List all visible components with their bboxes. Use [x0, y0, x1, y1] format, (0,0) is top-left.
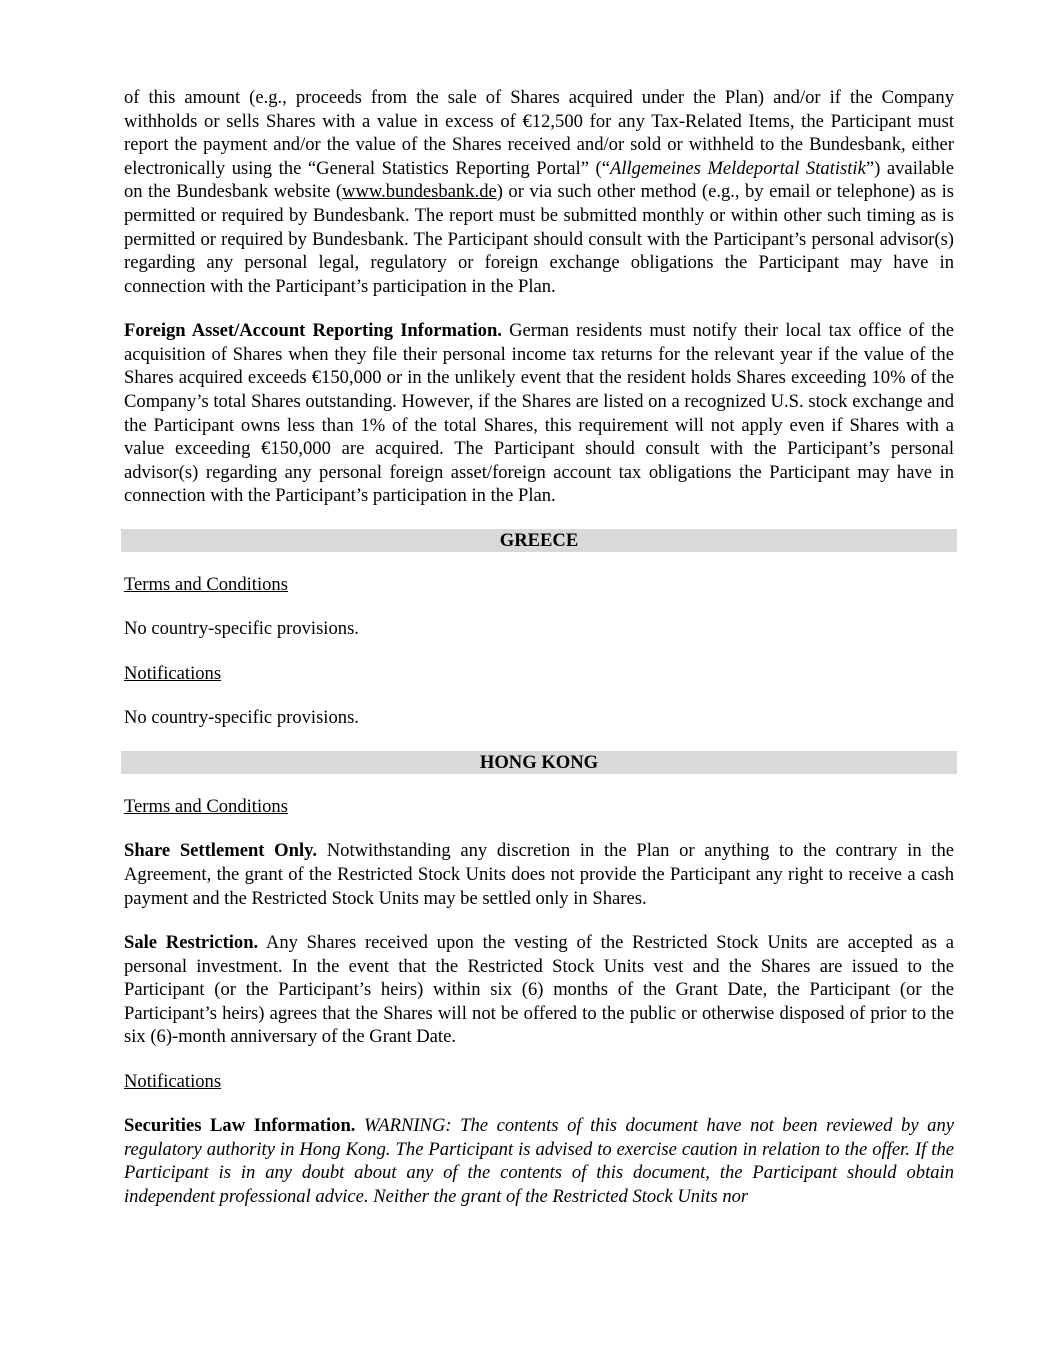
- greece-terms-heading: [124, 573, 954, 597]
- germany-foreign-asset-heading: Foreign Asset/Account Reporting Information.: [124, 320, 502, 342]
- bundesbank-link[interactable]: www.bundesbank.de: [342, 181, 497, 203]
- germany-p1-text-3: ) or via such other method (e.g., by email or telephone) as is permitted or required by Bundesbank. The report must be submitted monthly or within other such timing as is permitted or required by Bundesbank. The Participant should consult with the Participant’s personal advisor(s) regarding any personal legal, regulatory or foreign exchange obligations the Participant may have in connection with the Participant’s participation in the Plan.: [124, 181, 954, 297]
- share-settlement-paragraph: [124, 839, 954, 910]
- hong-kong-terms-heading: [124, 795, 954, 819]
- germany-p1-text-1: of this amount (e.g., proceeds from the sale of Shares acquired under the Plan) and/or if the Company withholds or sells Shares with a value in excess of €12,500 for any Tax-Related Items, the Participant must report the payment and/or the value of the Shares received and/or sold or withheld to the Bundesbank, either electronically using the “General Statistics Reporting Portal” (“: [124, 87, 954, 179]
- germany-foreign-asset-text: German residents must notify their local tax office of the acquisition of Shares when they file their personal income tax returns for the relevant year if the value of the Shares acquired exceeds €150,000 or in the unlikely event that the resident holds Shares exceeding 10% of the Company’s total Shares outstanding. However, if the Shares are listed on a recognized U.S. stock exchange and the Participant owns less than 1% of the total Shares, this requirement will not apply even if Shares with a value exceeding €150,000 are acquired. The Participant should consult with the Participant’s personal advisor(s) regarding any personal foreign asset/foreign account tax obligations the Participant may have in connection with the Participant’s participation in the Plan.: [124, 320, 954, 507]
- germany-foreign-asset-paragraph: [124, 319, 954, 508]
- hong-kong-terms-label: Terms and Conditions: [124, 796, 288, 818]
- hong-kong-notifications-label: Notifications: [124, 1070, 222, 1092]
- germany-exchange-control-paragraph: [124, 86, 954, 298]
- sale-restriction-paragraph: [124, 931, 954, 1049]
- greece-notifications-heading: [124, 662, 954, 686]
- securities-law-heading: Securities Law Information.: [124, 1115, 356, 1137]
- hong-kong-section-heading: HONG KONG: [121, 751, 957, 775]
- sale-restriction-heading: Sale Restriction.: [124, 932, 259, 953]
- securities-law-warning: WARNING: The contents of this document have not been reviewed by any regulatory authority in Hong Kong. The Participant is advised to exercise caution in relation to the offer. If the Participant is in any doubt about any of the contents of this document, the Participant should obtain independent professional advice. Neither the grant of the Restricted Stock Units nor: [124, 1115, 954, 1207]
- germany-p1-portal-name: Allgemeines Meldeportal Statistik: [609, 157, 866, 179]
- germany-p1-text-2: ”) available on the Bundesbank website (: [124, 157, 954, 203]
- share-settlement-text: Notwithstanding any discretion in the Plan or anything to the contrary in the Agreement, the grant of the Restricted Stock Units does not provide the Participant any right to receive a cash payment and the Restricted Stock Units may be settled only in Shares.: [124, 840, 954, 909]
- hong-kong-notifications-heading: [124, 1070, 954, 1094]
- greece-terms-label: Terms and Conditions: [124, 574, 288, 596]
- greece-terms-text: No country-specific provisions.: [124, 618, 359, 640]
- greece-notifications-label: Notifications: [124, 662, 222, 684]
- share-settlement-heading: Share Settlement Only.: [124, 840, 318, 862]
- securities-law-paragraph: [124, 1114, 954, 1208]
- document-body: [124, 86, 954, 1229]
- greece-notifications-text: No country-specific provisions.: [124, 707, 359, 729]
- sale-restriction-text: Any Shares received upon the vesting of the Restricted Stock Units are accepted as a personal investment. In the event that the Restricted Stock Units vest and the Shares are issued to the Participant (or the Participant’s heirs) within six (6) months of the Grant Date, the Participant (or the Participant’s heirs) agrees that the Shares will not be offered to the public or otherwise disposed of prior to the six (6)-month anniversary of the Grant Date.: [124, 932, 954, 1048]
- greece-section-heading: GREECE: [121, 529, 957, 553]
